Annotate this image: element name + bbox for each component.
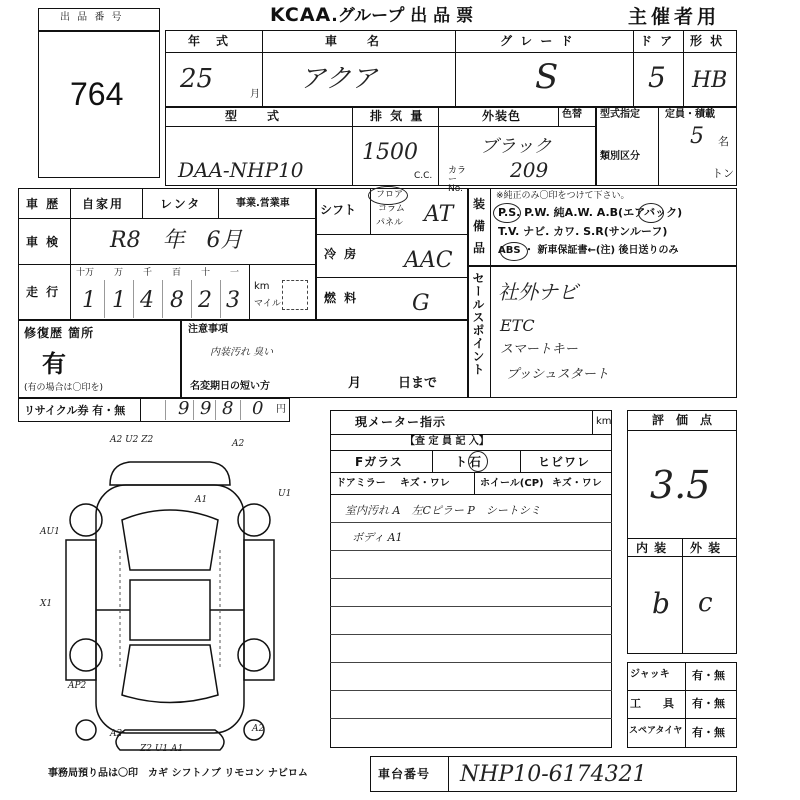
model-label: 型 式 — [225, 109, 282, 123]
deadline-month: 月 — [348, 376, 362, 391]
shift-column: コラム — [378, 204, 405, 214]
capacity-label: 定員・積載 — [665, 109, 715, 120]
body-shape-value: HB — [692, 68, 728, 93]
damage-mark: AP2 — [68, 681, 87, 691]
door-mirror-values: キズ・ワレ — [400, 478, 450, 489]
tools-value: 有・無 — [692, 697, 725, 710]
ps-circle — [493, 203, 521, 223]
front-glass-label: Fガラス — [355, 455, 403, 469]
damage-mark: AU1 — [40, 527, 60, 537]
header-title: KCAA.グループ 出 品 票 — [270, 4, 474, 26]
recycle-digit: 9 — [178, 398, 190, 419]
usage-option-rental: レンタ — [160, 197, 202, 211]
repair-note: (有の場合は〇印を) — [24, 383, 104, 393]
mile-checkbox[interactable] — [282, 280, 308, 310]
repair-label: 修復歴 箇所 — [24, 326, 95, 340]
wheel-label: ホイール(CP) — [480, 478, 544, 489]
odometer-unit: 十万 — [76, 268, 95, 278]
wheel-values: キズ・ワレ — [552, 478, 602, 489]
exterior-label: 外 装 — [690, 541, 722, 555]
rock-chip-circle — [468, 451, 488, 472]
displacement-unit: C.C. — [414, 171, 433, 181]
jack-label: ジャッキ — [630, 669, 670, 680]
odometer-unit: 万 — [114, 268, 124, 278]
grade-label: グ レ ー ド — [500, 34, 575, 48]
inspector-comment: 室内汚れ A 左Cピラー P シートシミ — [345, 504, 541, 517]
front-glass-rock: ト石 — [455, 455, 484, 469]
notes-label: 注意事項 — [188, 324, 228, 335]
equipment-line-1: P.S. P.W. 純A.W. A.B(エアバック) — [498, 206, 683, 219]
shift-selected-circle — [368, 186, 408, 205]
airbag-circle — [638, 203, 664, 223]
odometer-unit: 千 — [143, 268, 153, 278]
inspector-comment: ボディ A1 — [352, 531, 403, 544]
color-number-label: カラー No. — [448, 166, 467, 194]
ton-unit: トン — [712, 167, 734, 180]
damage-mark: Z2 U1 A1 — [140, 744, 184, 754]
shift-floor: フロア — [376, 190, 404, 200]
yen-unit: 円 — [276, 404, 286, 415]
kcaa-logo: KCAA — [270, 4, 332, 26]
car-name-label: 車 名 — [325, 34, 382, 48]
repair-value: 有 — [42, 350, 66, 378]
sales-point-item: プッシュスタート — [506, 367, 609, 382]
mile-label: マイル — [254, 299, 281, 309]
inspector-header: 【査 定 員 記 入】 — [405, 436, 489, 447]
sales-point-item: ETC — [500, 316, 535, 335]
color-value: ブラック — [480, 136, 552, 157]
color-change-label: 色替 — [562, 109, 582, 120]
recycle-digit: 0 — [252, 398, 264, 419]
spare-tire-label: スペアタイヤ — [629, 726, 683, 736]
damage-mark: U1 — [278, 489, 292, 499]
type-spec-label: 型式指定 — [600, 109, 640, 120]
exterior-value: c — [698, 588, 713, 618]
chassis-value: NHP10-6174321 — [460, 762, 647, 787]
year-value: 25 — [180, 64, 214, 94]
odometer-unit: 一 — [230, 268, 240, 278]
meter-label: 現メーター指示 — [355, 415, 447, 429]
deadline-day: 日まで — [398, 376, 438, 391]
displacement-label: 排 気 量 — [370, 109, 425, 123]
ac-value: AAC — [404, 248, 453, 273]
damage-mark: A2 — [110, 729, 123, 739]
equipment-note: ※純正のみ〇印をつけて下さい。 — [496, 191, 630, 201]
mileage-label: 走 行 — [26, 285, 61, 299]
lot-number: 764 — [70, 76, 124, 112]
recycle-digit: 8 — [222, 398, 234, 419]
doors-label: ド ア — [640, 34, 675, 48]
shaken-label: 車 検 — [26, 235, 61, 249]
fuel-label: 燃 料 — [324, 291, 359, 305]
equipment-line-3: ABS ・ 新車保証書←(注) 後日送りのみ — [498, 245, 679, 256]
score-value: 3.5 — [650, 463, 711, 507]
grade-value: S — [535, 57, 559, 97]
capacity-value: 5 — [690, 124, 704, 149]
office-items: 事務局預り品は〇印 カギ シフトノブ リモコン ナビロム — [48, 768, 308, 779]
equipment-line-2: T.V. ナビ. カワ. S.R(サンルーフ) — [498, 225, 668, 238]
doors-value: 5 — [648, 61, 666, 94]
odometer-digit: 1 — [82, 288, 96, 313]
km-label: km — [254, 281, 270, 292]
fuel-value: G — [412, 291, 430, 316]
copy-label: 主催者用 — [628, 6, 721, 28]
spare-tire-value: 有・無 — [692, 726, 725, 739]
front-glass-crack: ヒビワレ — [538, 455, 591, 469]
abs-circle — [500, 242, 528, 261]
deadline-label: 名変期日の短い方 — [190, 381, 270, 392]
shift-value: AT — [424, 202, 454, 227]
meter-unit: km — [596, 416, 612, 427]
odometer-digit: 3 — [226, 288, 240, 313]
sales-points-label: セールスポイント — [471, 272, 485, 376]
odometer-unit: 十 — [201, 268, 211, 278]
odometer-digit: 1 — [112, 288, 126, 313]
shift-panel: パネル — [376, 218, 404, 228]
damage-mark: A1 — [195, 495, 208, 505]
odometer-digit: 8 — [170, 288, 184, 313]
color-label: 外装色 — [482, 109, 522, 123]
odometer-digit: 2 — [198, 288, 212, 313]
interior-value: b — [652, 587, 670, 620]
damage-mark: A2 U2 Z2 — [110, 435, 154, 445]
month-unit: 月 — [250, 89, 260, 100]
interior-label: 内 装 — [636, 541, 668, 555]
sales-point-item: スマートキー — [500, 342, 578, 357]
damage-mark: A2 — [252, 724, 265, 734]
damage-mark: A2 — [232, 439, 245, 449]
color-number-value: 209 — [510, 158, 549, 182]
usage-option-business: 事業.営業車 — [236, 198, 290, 209]
car-name-value: アクア — [300, 64, 378, 94]
odometer-unit: 百 — [172, 268, 182, 278]
equipment-label-2: 備 — [473, 219, 488, 233]
score-label: 評 価 点 — [652, 413, 713, 427]
shift-label: シフト — [320, 203, 357, 217]
recycle-label: リサイクル券 有・無 — [24, 404, 126, 417]
capacity-unit: 名 — [718, 135, 729, 148]
classification-label: 類別区分 — [600, 151, 640, 162]
sales-point-item: 社外ナビ — [498, 280, 578, 304]
odometer-digit: 4 — [140, 288, 154, 313]
jack-value: 有・無 — [692, 669, 725, 682]
equipment-label-3: 品 — [473, 241, 488, 255]
year-label: 年 式 — [188, 34, 231, 48]
lot-number-label: 出 品 番 号 — [60, 12, 124, 23]
recycle-digit: 9 — [200, 398, 212, 419]
displacement-value: 1500 — [362, 140, 418, 165]
equipment-label-1: 装 — [473, 197, 488, 211]
tools-label: 工 具 — [630, 697, 674, 710]
shaken-value: R8 年 6月 — [110, 228, 243, 253]
usage-option-private: 自家用 — [82, 197, 125, 211]
door-mirror-label: ドアミラー — [336, 478, 386, 489]
car-damage-diagram — [30, 430, 320, 760]
model-value: DAA-NHP10 — [178, 158, 304, 182]
damage-mark: X1 — [40, 599, 53, 609]
ac-label: 冷 房 — [324, 247, 359, 261]
notes-value: 内装汚れ 臭い — [210, 347, 274, 358]
body-shape-label: 形 状 — [690, 34, 725, 48]
chassis-label: 車台番号 — [378, 767, 431, 781]
usage-label: 車 歴 — [26, 197, 61, 211]
